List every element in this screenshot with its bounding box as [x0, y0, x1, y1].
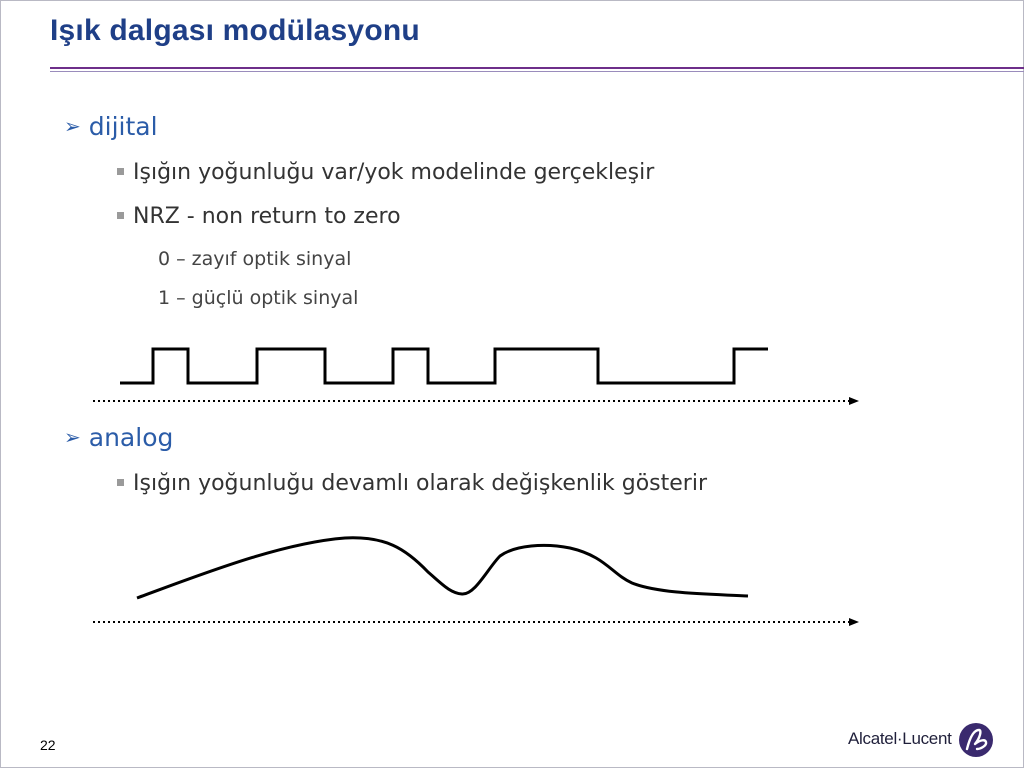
slide-title: Işık dalgası modülasyonu [50, 14, 420, 47]
analog-wave [137, 538, 748, 598]
nrz-zero-item: 0 – zayıf optik sinyal [158, 248, 352, 270]
digital-bullet-text: Işığın yoğunluğu var/yok modelinde gerçekleşir [133, 160, 655, 185]
analog-heading: analog [88, 423, 174, 452]
alcatel-lucent-swirl-icon [958, 722, 994, 762]
digital-heading: dijital [88, 112, 158, 141]
analog-bullet-text: Işığın yoğunluğu devamlı olarak değişkenlik gösterir [133, 471, 708, 496]
digital-bullet-text: NRZ - non return to zero [133, 204, 401, 229]
arrow-bullet-icon: ➢ [64, 114, 81, 138]
arrow-bullet-icon: ➢ [64, 425, 81, 449]
nrz-square-wave [120, 349, 768, 383]
page-number: 22 [40, 737, 56, 753]
company-logo-text: Alcatel·Lucent [848, 729, 952, 748]
nrz-one-item: 1 – güçlü optik sinyal [158, 287, 359, 309]
